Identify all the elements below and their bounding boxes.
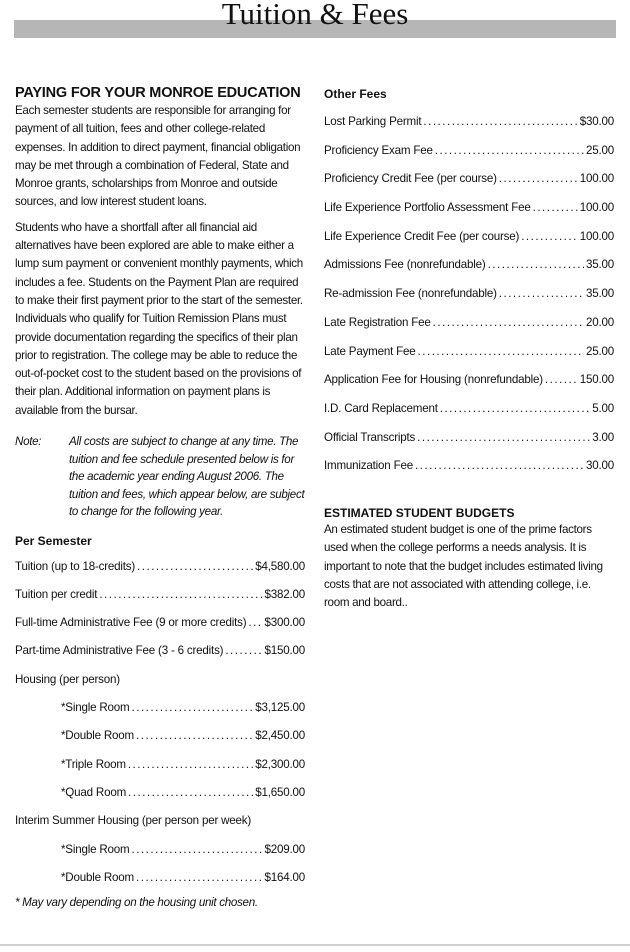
fee-row: Part-time Administrative Fee (3 - 6 credits) ..... $150.00 — [15, 637, 305, 665]
housing-label: Housing (per person) — [15, 672, 120, 686]
fee-row: Late Registration Fee ..... 20.00 — [324, 309, 614, 338]
per-semester-heading: Per Semester — [15, 533, 92, 548]
budgets-section — [324, 505, 614, 612]
housing-row: *Quad Room ..... $1,650.00 — [15, 779, 305, 807]
fee-row: Life Experience Portfolio Assessment Fee ..... 100.00 — [324, 194, 614, 223]
fee-row: Lost Parking Permit ..... $30.00 — [324, 108, 614, 137]
paying-paragraph-2: Students who have a shortfall after all financial aid alternatives have been explored are able to make either a lump sum payment or convenient monthly payments, which includes a fee. Students on the Payment Plan are required to make their first payment prior to the start of the semester. Individuals who qualify for Tuition Remission Plans must provide documentation regarding the specifics of their plan prior to registration. The college may be able to reduce the out-of-pocket cost to the student based on the provisions of their plan. Additional information on payment plans is available from the bursar. — [15, 220, 303, 417]
fee-row: Admissions Fee (nonrefundable) ..... 35.00 — [324, 251, 614, 280]
fee-row: Re-admission Fee (nonrefundable) ..... 35.00 — [324, 280, 614, 309]
note-label: Note: — [15, 435, 42, 449]
budgets-text: An estimated student budget is one of the prime factors used when the college performs a needs analysis. It is important to note that the budget includes estimated living costs that are not associated with attending college, i.e. room and board.. — [324, 522, 603, 610]
note-block — [15, 433, 305, 521]
right-column — [324, 86, 614, 612]
interim-row: *Double Room ..... $164.00 — [15, 864, 305, 892]
interim-housing-label: Interim Summer Housing (per person per week) — [15, 814, 252, 828]
fee-row: Life Experience Credit Fee (per course) ..... 100.00 — [324, 223, 614, 252]
page-title: Tuition & Fees — [221, 0, 409, 31]
paying-heading: PAYING FOR YOUR MONROE EDUCATION — [15, 85, 301, 101]
fee-row: Application Fee for Housing (nonrefundable) ..... 150.00 — [324, 366, 614, 395]
bottom-rule — [0, 944, 630, 946]
fee-row: Proficiency Credit Fee (per course) ..... 100.00 — [324, 165, 614, 194]
other-fees-list — [324, 108, 614, 481]
budgets-heading: ESTIMATED STUDENT BUDGETS — [324, 505, 515, 520]
housing-row: *Single Room ..... $3,125.00 — [15, 694, 305, 722]
fee-row: Late Payment Fee ..... 25.00 — [324, 338, 614, 367]
fee-row: Immunization Fee ..... 30.00 — [324, 452, 614, 481]
housing-row: *Triple Room ..... $2,300.00 — [15, 751, 305, 779]
note-text: All costs are subject to change at any time. The tuition and fee schedule presented below is for the academic year ending August 2006. The tuition and fees, which appear below, are subject to change for the following year. — [69, 435, 305, 519]
paying-paragraph-1: Each semester students are responsible for arranging for payment of all tuition, fees and other college-related expenses. In addition to direct payment, financial obligation may be met through a combination of Federal, State and Monroe grants, scholarships from Monroe and outside sources, and low interest student loans. — [15, 104, 301, 209]
fee-row: I.D. Card Replacement ..... 5.00 — [324, 395, 614, 424]
fee-row: Official Transcripts ..... 3.00 — [324, 424, 614, 453]
fee-row: Proficiency Exam Fee ..... 25.00 — [324, 137, 614, 166]
other-fees-heading: Other Fees — [324, 87, 387, 101]
interim-row: *Single Room ..... $209.00 — [15, 836, 305, 864]
fee-row: Full-time Administrative Fee (9 or more credits) ..... $300.00 — [15, 609, 305, 637]
left-column — [15, 84, 305, 909]
housing-footnote: * May vary depending on the housing unit chosen. — [15, 896, 258, 910]
fee-row: Tuition per credit ..... $382.00 — [15, 581, 305, 609]
per-semester-list — [15, 553, 305, 893]
housing-row: *Double Room ..... $2,450.00 — [15, 722, 305, 750]
page-header — [0, 0, 630, 44]
fee-row: Tuition (up to 18-credits) ..... $4,580.00 — [15, 553, 305, 581]
